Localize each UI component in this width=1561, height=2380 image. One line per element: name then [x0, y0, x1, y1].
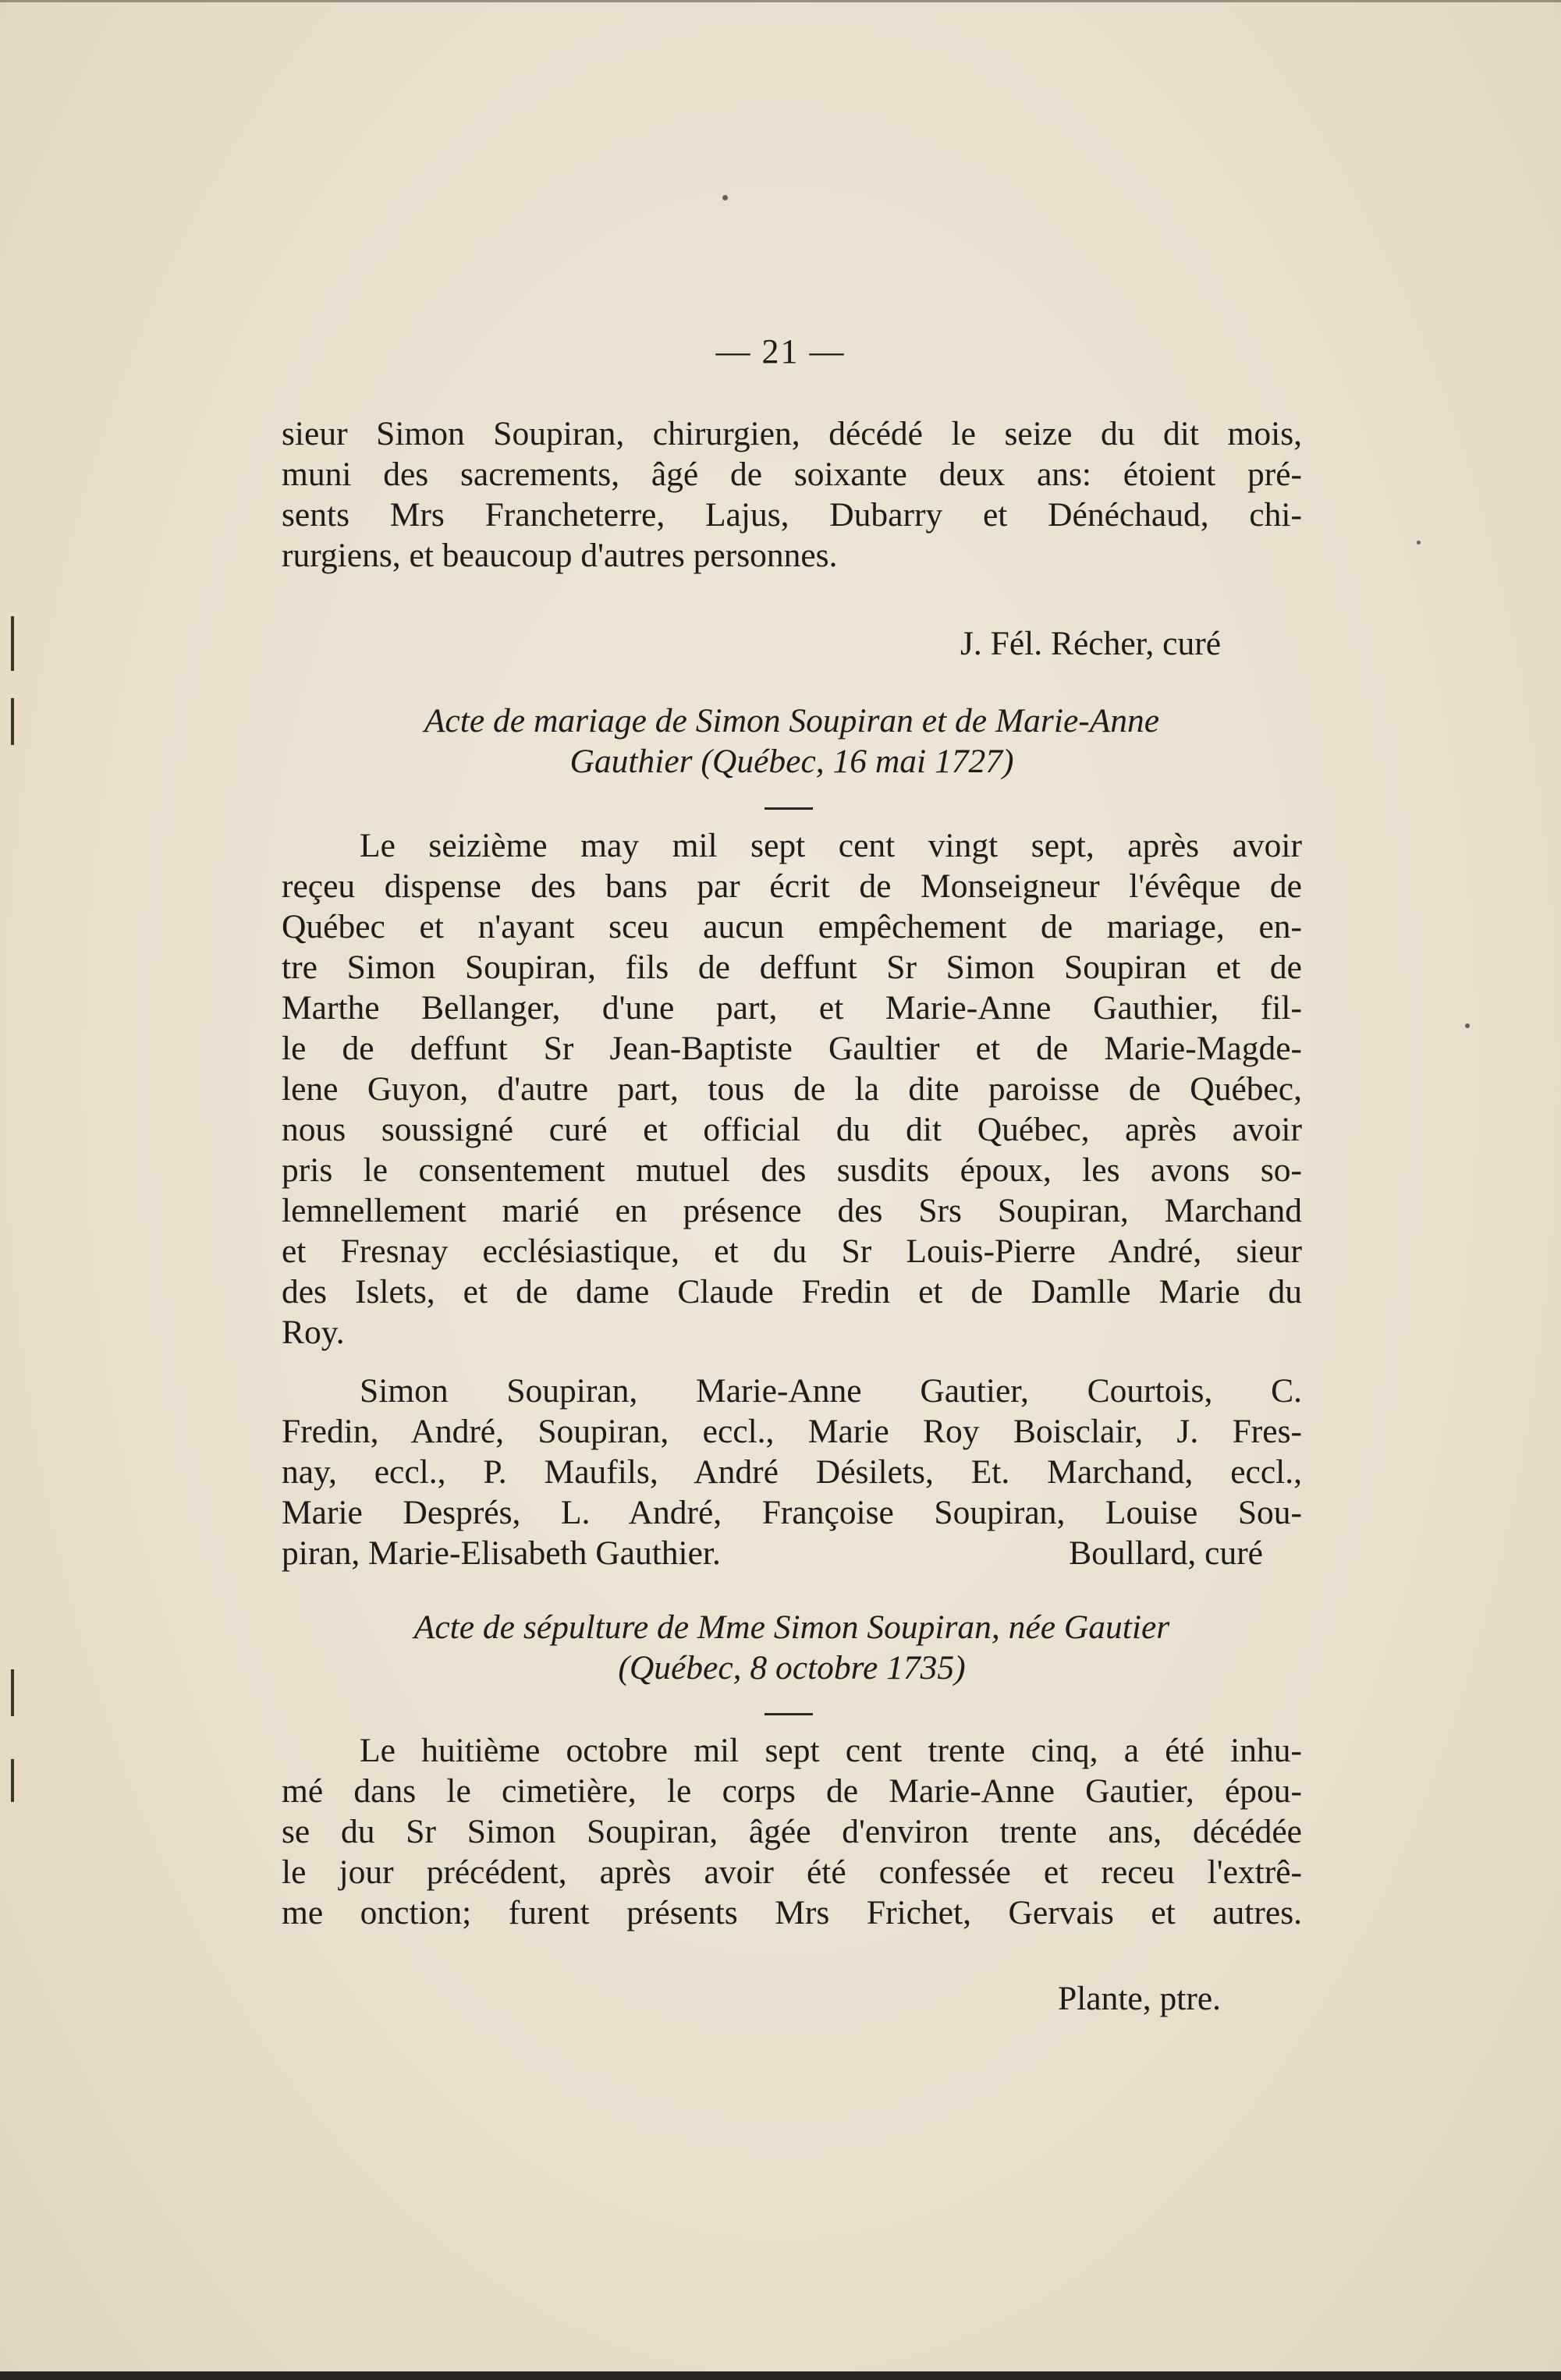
text-line: sents Mrs Francheterre, Lajus, Dubarry et Dénéchaud, chi- [282, 496, 1302, 534]
text-line: lene Guyon, d'autre part, tous de la dite paroisse de Québec, [282, 1070, 1302, 1108]
text-line: et Fresnay ecclésiastique, et du Sr Louis-Pierre André, sieur [282, 1233, 1302, 1270]
heading-line: Gauthier (Québec, 16 mai 1727) [569, 743, 1014, 780]
continuation-paragraph [282, 413, 1302, 576]
marriage-signers [282, 1371, 1302, 1573]
heading-line: (Québec, 8 octobre 1735) [618, 1649, 966, 1687]
top-edge [0, 0, 1561, 2]
heading-line: Acte de mariage de Simon Soupiran et de Marie-Anne [424, 702, 1160, 740]
text-line: reçeu dispense des bans par écrit de Monseigneur l'évêque de [282, 867, 1302, 905]
text-line: Le huitième octobre mil sept cent trente cinq, a été inhu- [360, 1732, 1302, 1769]
signature-plante: Plante, ptre. [1058, 1980, 1221, 2017]
text-line: me onction; furent présents Mrs Frichet, Gervais et autres. [282, 1894, 1302, 1931]
text-line: rurgiens, et beaucoup d'autres personnes. [282, 537, 838, 574]
text-line: Québec et n'ayant sceu aucun empêchement de mariage, en- [282, 908, 1302, 945]
paper-speck [1417, 541, 1421, 544]
text-line: mé dans le cimetière, le corps de Marie-Anne Gautier, épou- [282, 1772, 1302, 1810]
text-line: tre Simon Soupiran, fils de deffunt Sr Simon Soupiran et de [282, 949, 1302, 986]
text-line: se du Sr Simon Soupiran, âgée d'environ trente ans, décédée [282, 1813, 1302, 1850]
text-line: le jour précédent, après avoir été confessée et receu l'extrê- [282, 1853, 1302, 1891]
text-line: nay, eccl., P. Maufils, André Désilets, Et. Marchand, eccl., [282, 1453, 1302, 1491]
signature-recher: J. Fél. Récher, curé [960, 625, 1221, 662]
text-line: Marie Després, L. André, Françoise Soupiran, Louise Sou- [282, 1494, 1302, 1531]
heading-line: Acte de sépulture de Mme Simon Soupiran, née Gautier [413, 1609, 1170, 1646]
text-line: Fredin, André, Soupiran, eccl., Marie Roy Boisclair, J. Fres- [282, 1413, 1302, 1450]
binding-mark [11, 616, 14, 671]
text-line: le de deffunt Sr Jean-Baptiste Gaultier et de Marie-Magde- [282, 1030, 1302, 1067]
burial-act-body [282, 1730, 1302, 1933]
act-heading-burial [282, 1607, 1302, 1688]
text-line: nous soussigné curé et official du dit Québec, après avoir [282, 1111, 1302, 1148]
paper-speck [1465, 1023, 1470, 1028]
binding-mark [11, 1669, 14, 1716]
text-line: Simon Soupiran, Marie-Anne Gautier, Courtois, C. [360, 1372, 1302, 1410]
bottom-edge [0, 2371, 1561, 2380]
signature-boullard: Boullard, curé [1069, 1534, 1263, 1572]
text-line: Marthe Bellanger, d'une part, et Marie-Anne Gauthier, fil- [282, 989, 1302, 1027]
page-number: — 21 — [715, 332, 846, 371]
text-line: lemnellement marié en présence des Srs Soupiran, Marchand [282, 1192, 1302, 1229]
text-line: piran, Marie-Elisabeth Gauthier. [282, 1534, 721, 1572]
paper-speck [722, 195, 728, 200]
text-line: sieur Simon Soupiran, chirurgien, décédé le seize du dit mois, [282, 415, 1302, 452]
separator-rule [765, 1713, 813, 1715]
separator-rule [765, 807, 813, 810]
text-line: Roy. [282, 1314, 345, 1351]
text-line: des Islets, et de dame Claude Fredin et de Damlle Marie du [282, 1273, 1302, 1311]
text-line: Le seizième may mil sept cent vingt sept, après avoir [360, 827, 1302, 864]
text-line: pris le consentement mutuel des susdits époux, les avons so- [282, 1151, 1302, 1189]
marriage-act-body [282, 825, 1302, 1353]
act-heading-marriage [282, 701, 1302, 782]
binding-mark [11, 698, 14, 745]
text-line: muni des sacrements, âgé de soixante deux ans: étoient pré- [282, 456, 1302, 493]
signers-last-line [282, 1533, 1302, 1573]
binding-mark [11, 1759, 14, 1802]
